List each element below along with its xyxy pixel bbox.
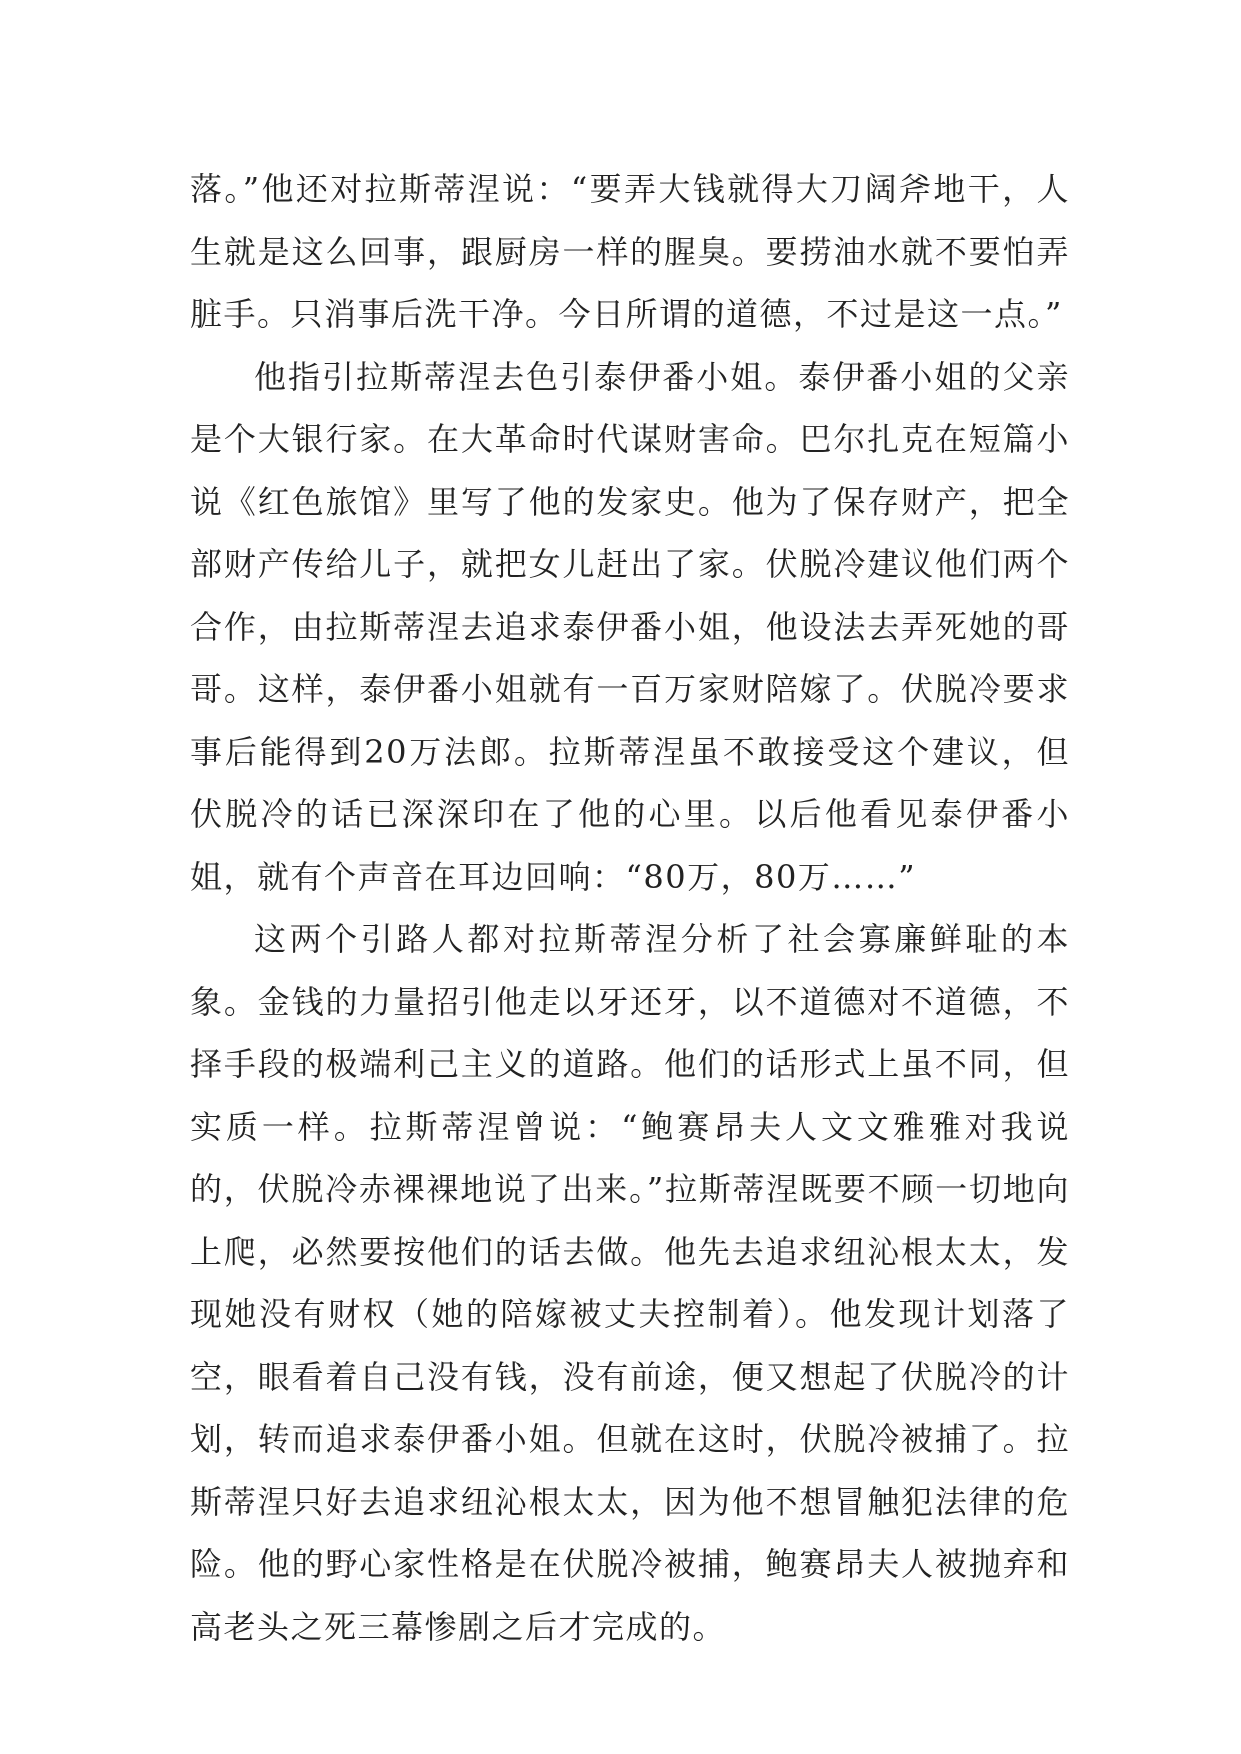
paragraph-vautrin-proposal: 他指引拉斯蒂涅去色引泰伊番小姐。泰伊番小姐的父亲是个大银行家。在大革命时代谋财害命。巴尔扎克在短篇小说《红色旅馆》里写了他的发家史。他为了保存财产，把全部财产传给儿子，就把女儿赶出了家。伏脱冷建议他们两个合作，由拉斯蒂涅去追求泰伊番小姐，他设法去弄死她的哥哥。这样，泰伊番小姐就有一百万家财陪嫁了。伏脱冷要求事后能得到20万法郎。拉斯蒂涅虽不敢接受这个建议，但伏脱冷的话已深深印在了他的心里。以后他看见泰伊番小姐，就有个声音在耳边回响：“80万，80万……”	[190, 357, 1070, 896]
body-text	[190, 158, 1070, 1658]
paragraph-continuation: 落。”他还对拉斯蒂涅说：“要弄大钱就得大刀阔斧地干，人生就是这么回事，跟厨房一样的腥臭。要捞油水就不要怕弄脏手。只消事后洗干净。今日所谓的道德，不过是这一点。”	[190, 170, 1070, 333]
paragraph-analysis: 这两个引路人都对拉斯蒂涅分析了社会寡廉鲜耻的本象。金钱的力量招引他走以牙还牙，以不道德对不道德，不择手段的极端利己主义的道路。他们的话形式上虽不同，但实质一样。拉斯蒂涅曾说：“鲍赛昂夫人文文雅雅对我说的，伏脱冷赤裸裸地说了出来。”拉斯蒂涅既要不顾一切地向上爬，必然要按他们的话去做。他先去追求纽沁根太太，发现她没有财权（她的陪嫁被丈夫控制着）。他发现计划落了空，眼看着自己没有钱，没有前途，便又想起了伏脱冷的计划，转而追求泰伊番小姐。但就在这时，伏脱冷被捕了。拉斯蒂涅只好去追求纽沁根太太，因为他不想冒触犯法律的危险。他的野心家性格是在伏脱冷被捕，鲍赛昂夫人被抛弃和高老头之死三幕惨剧之后才完成的。	[190, 920, 1070, 1646]
